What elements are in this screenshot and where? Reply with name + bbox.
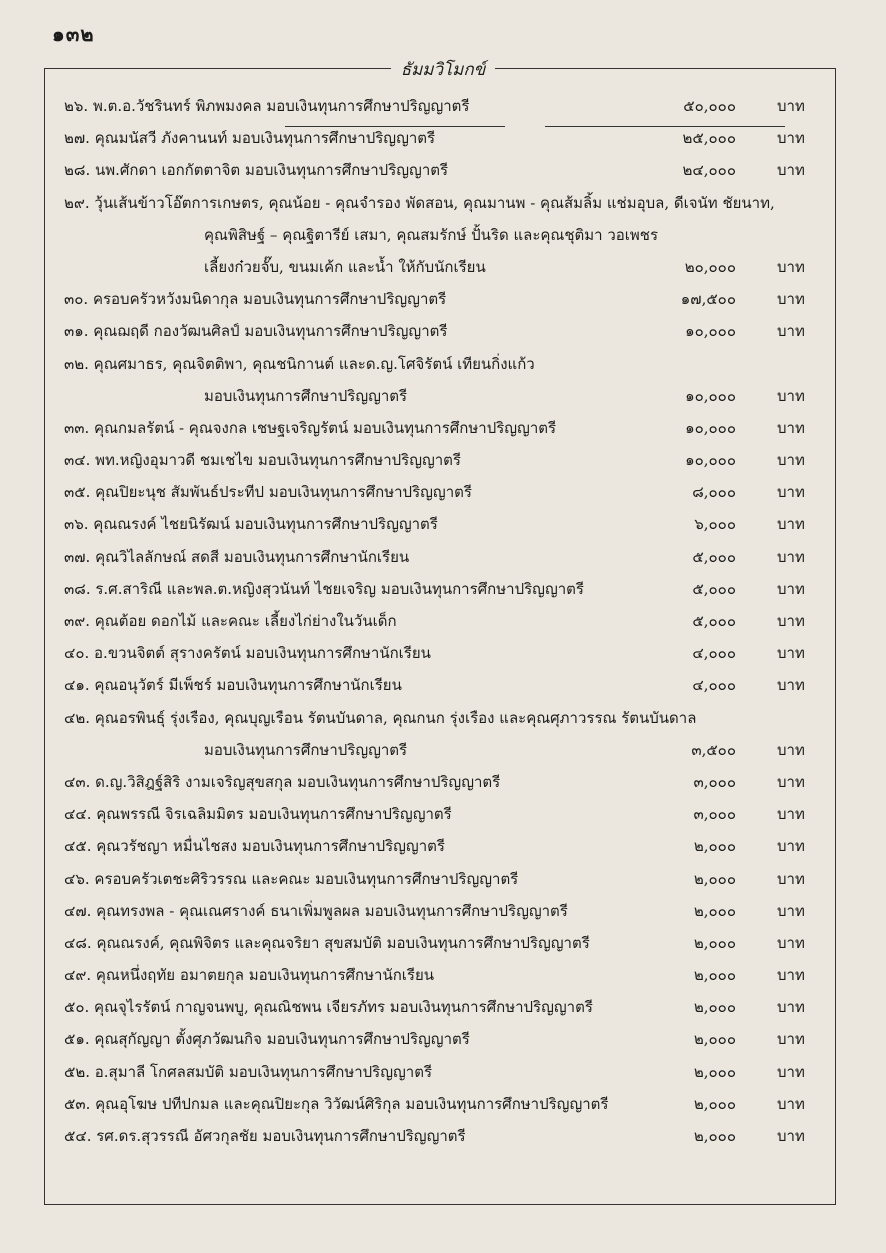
entry-line [64, 187, 824, 219]
entry-text: ๓๖. คุณณรงค์ ไชยนิรัฒน์ มอบเงินทุนการศึกษาปริญญาตรี [64, 515, 438, 534]
entry-unit: บาท [777, 97, 805, 115]
entry-amount: ๒,๐๐๐ [693, 1030, 736, 1049]
entry-text: ๒๘. นพ.ศักดา เอกกัตตาจิต มอบเงินทุนการศึกษาปริญญาตรี [64, 161, 449, 180]
donation-entry [64, 863, 824, 895]
entry-line [64, 90, 824, 122]
entry-amount: ๕,๐๐๐ [692, 547, 736, 566]
entry-line [64, 1120, 824, 1152]
entry-amount: ๘,๐๐๐ [692, 483, 736, 502]
entry-line [64, 991, 824, 1023]
donation-entry [64, 412, 824, 444]
entry-amount: ๔,๐๐๐ [692, 676, 736, 695]
entry-line [64, 637, 824, 669]
entry-line [64, 154, 824, 186]
entry-text: ๓๕. คุณปิยะนุช สัมพันธ์ประทีป มอบเงินทุนการศึกษาปริญญาตรี [64, 483, 472, 502]
entry-text: ๕๔. รศ.ดร.สุวรรณี อัศวกุลชัย มอบเงินทุนการศึกษาปริญญาตรี [64, 1127, 466, 1145]
entry-line [64, 605, 824, 637]
donation-entry [64, 283, 824, 315]
entry-text: ๓๓. คุณกมลรัตน์ - คุณจงกล เชษฐเจริญรัตน์ มอบเงินทุนการศึกษาปริญญาตรี [64, 418, 557, 437]
donation-entry [64, 90, 824, 122]
entry-line [64, 283, 824, 315]
donation-entry [64, 637, 824, 669]
entry-text: ๒๙. วุ้นเส้นข้าวโอ๊ตการเกษตร, คุณน้อย - คุณจำรอง พัดสอน, คุณมานพ - คุณส้มลิ้ม แช่มอุบล, ดีเจนัท ชัยนาท, [64, 193, 775, 212]
entry-line [64, 573, 824, 605]
entry-text: ๒๗. คุณมนัสวี ภังคานนท์ มอบเงินทุนการศึกษาปริญญาตรี [64, 129, 436, 148]
entry-text: ๔๘. คุณณรงค์, คุณพิจิตร และคุณจริยา สุขสมบัติ มอบเงินทุนการศึกษาปริญญาตรี [64, 933, 590, 952]
donation-entry [64, 1023, 824, 1055]
entry-text: ๔๐. อ.ขวนจิตต์ สุรางครัตน์ มอบเงินทุนการศึกษานักเรียน [64, 644, 431, 663]
page-number: ๑๓๒ [52, 22, 95, 46]
entry-unit: บาท [777, 322, 805, 341]
entry-unit: บาท [777, 1062, 805, 1081]
entry-amount: ๒,๐๐๐ [693, 998, 736, 1017]
entry-text: ๔๖. ครอบครัวเตชะศิริวรรณ และคณะ มอบเงินทุนการศึกษาปริญญาตรี [64, 869, 519, 888]
donation-list [64, 90, 824, 1152]
entry-amount: ๑๐,๐๐๐ [685, 386, 736, 405]
entry-line [64, 927, 824, 959]
entry-line [64, 1088, 824, 1120]
entry-unit: บาท [777, 1127, 805, 1145]
entry-continuation-line [64, 734, 824, 766]
donation-entry [64, 991, 824, 1023]
entry-unit: บาท [777, 290, 805, 309]
entry-unit: บาท [777, 386, 805, 405]
entry-line [64, 541, 824, 573]
entry-text: คุณพิสิษฐ์ – คุณฐิตารีย์ เสมา, คุณสมรักษ์ ปั้นริด และคุณชุติมา วอเพชร [204, 225, 659, 244]
entry-line [64, 315, 824, 347]
entry-amount: ๒๔,๐๐๐ [682, 161, 736, 180]
entry-amount: ๒,๐๐๐ [693, 966, 736, 985]
entry-amount: ๒,๐๐๐ [693, 869, 736, 888]
entry-unit: บาท [777, 966, 805, 985]
entry-text: ๓๗. คุณวิไลลักษณ์ สดสี มอบเงินทุนการศึกษานักเรียน [64, 547, 410, 566]
entry-continuation-line [64, 251, 824, 283]
entry-line [64, 959, 824, 991]
entry-amount: ๒,๐๐๐ [693, 1094, 736, 1113]
donation-entry [64, 702, 824, 766]
entry-text: ๔๗. คุณทรงพล - คุณเณศรางค์ ธนาเพิ่มพูลผล มอบเงินทุนการศึกษาปริญญาตรี [64, 901, 568, 920]
entry-text: ๓๑. คุณฌฤดี กองวัฒนศิลป์ มอบเงินทุนการศึกษาปริญญาตรี [64, 322, 448, 341]
entry-unit: บาท [777, 740, 805, 759]
entry-text: เลี้ยงก๋วยจั๊บ, ขนมเค้ก และน้ำ ให้กับนักเรียน [204, 257, 486, 276]
entry-amount: ๑๐,๐๐๐ [685, 451, 736, 470]
entry-unit: บาท [777, 612, 805, 630]
donation-entry [64, 541, 824, 573]
entry-unit: บาท [777, 869, 805, 888]
donation-entry [64, 508, 824, 540]
entry-text: ๓๒. คุณศมาธร, คุณจิตติพา, คุณชนิกานต์ และด.ญ.โศจิรัตน์ เทียนกิ่งแก้ว [64, 354, 535, 373]
entry-line [64, 508, 824, 540]
entry-amount: ๕๐,๐๐๐ [683, 97, 736, 115]
donation-entry [64, 895, 824, 927]
donation-entry [64, 605, 824, 637]
entry-text: ๕๐. คุณจุไรรัตน์ กาญจนพบู, คุณณิชพน เจียรภัทร มอบเงินทุนการศึกษาปริญญาตรี [64, 998, 593, 1017]
entry-unit: บาท [777, 547, 805, 566]
entry-amount: ๕,๐๐๐ [692, 612, 736, 630]
entry-line [64, 1056, 824, 1088]
donation-entry [64, 1120, 824, 1152]
entry-line [64, 895, 824, 927]
entry-amount: ๒,๐๐๐ [693, 933, 736, 952]
entry-amount: ๑๗,๕๐๐ [680, 290, 736, 309]
entry-unit: บาท [777, 1094, 805, 1113]
entry-text: ๔๔. คุณพรรณี จิรเฉลิมมิตร มอบเงินทุนการศึกษาปริญญาตรี [64, 805, 452, 824]
entry-continuation-line [64, 219, 824, 251]
entry-text: ๕๓. คุณอุโฆษ ปทีปกมล และคุณปิยะกุล วิวัฒน์ศิริกุล มอบเงินทุนการศึกษาปริญญาตรี [64, 1094, 609, 1113]
entry-line [64, 766, 824, 798]
entry-line [64, 1023, 824, 1055]
entry-line [64, 412, 824, 444]
entry-unit: บาท [777, 901, 805, 920]
entry-unit: บาท [777, 579, 805, 598]
donation-entry [64, 927, 824, 959]
entry-text: มอบเงินทุนการศึกษาปริญญาตรี [204, 386, 408, 405]
entry-text: ๓๔. พท.หญิงอุมาวดี ชมเชไข มอบเงินทุนการศึกษาปริญญาตรี [64, 451, 461, 470]
donation-entry [64, 348, 824, 412]
donation-entry [64, 798, 824, 830]
donation-entry [64, 830, 824, 862]
entry-text: ๓๙. คุณต้อย ดอกไม้ และคณะ เลี้ยงไก่ย่างในวันเด็ก [64, 612, 397, 630]
entry-amount: ๑๐,๐๐๐ [685, 418, 736, 437]
entry-unit: บาท [777, 837, 805, 856]
entry-line [64, 669, 824, 701]
entry-unit: บาท [777, 129, 805, 148]
entry-line [64, 476, 824, 508]
entry-line [64, 830, 824, 862]
donation-entry [64, 1056, 824, 1088]
entry-unit: บาท [777, 418, 805, 437]
entry-line [64, 863, 824, 895]
donation-entry [64, 444, 824, 476]
entry-text: ๔๕. คุณวรัชญา หมื่นไชสง มอบเงินทุนการศึกษาปริญญาตรี [64, 837, 445, 856]
entry-text: ๕๒. อ.สุมาลี โกศลสมบัติ มอบเงินทุนการศึกษาปริญญาตรี [64, 1062, 433, 1081]
entry-text: ๕๑. คุณสุกัญญา ตั้งศุภวัฒนกิจ มอบเงินทุนการศึกษาปริญญาตรี [64, 1030, 470, 1049]
entry-unit: บาท [777, 805, 805, 824]
donation-entry [64, 959, 824, 991]
donation-entry [64, 476, 824, 508]
entry-amount: ๖,๐๐๐ [694, 515, 736, 534]
entry-unit: บาท [777, 483, 805, 502]
entry-line [64, 798, 824, 830]
entry-amount: ๑๐,๐๐๐ [685, 322, 736, 341]
entry-amount: ๓,๐๐๐ [693, 805, 736, 824]
donation-entry [64, 187, 824, 284]
entry-amount: ๒๕,๐๐๐ [682, 129, 736, 148]
entry-amount: ๕,๐๐๐ [692, 579, 736, 598]
entry-unit: บาท [777, 644, 805, 663]
entry-unit: บาท [777, 515, 805, 534]
entry-amount: ๒๐,๐๐๐ [684, 257, 736, 276]
section-title: ธัมมวิโมกข์ [391, 60, 496, 80]
donation-entry [64, 669, 824, 701]
entry-text: ๔๓. ด.ญ.วิสิฎฐ์สิริ งามเจริญสุขสกุล มอบเงินทุนการศึกษาปริญญาตรี [64, 772, 501, 791]
entry-unit: บาท [777, 998, 805, 1017]
entry-amount: ๔,๐๐๐ [692, 644, 736, 663]
donation-entry [64, 122, 824, 154]
entry-unit: บาท [777, 772, 805, 791]
donation-entry [64, 573, 824, 605]
entry-amount: ๒,๐๐๐ [693, 901, 736, 920]
entry-text: ๔๑. คุณอนุวัตร์ มีเพ็ชร์ มอบเงินทุนการศึกษานักเรียน [64, 676, 402, 695]
entry-continuation-line [64, 380, 824, 412]
entry-line [64, 702, 824, 734]
entry-text: ๓๐. ครอบครัวหวังมนิดากุล มอบเงินทุนการศึกษาปริญญาตรี [64, 290, 447, 309]
entry-unit: บาท [777, 1030, 805, 1049]
entry-text: ๔๒. คุณอรพินธุ์ รุ่งเรือง, คุณบุญเรือน รัตนบันดาล, คุณกนก รุ่งเรือง และคุณศุภาวรรณ รัตนบันดาล [64, 708, 697, 727]
entry-text: ๒๖. พ.ต.อ.วัชรินทร์ พิภพมงคล มอบเงินทุนการศึกษาปริญญาตรี [64, 97, 470, 115]
entry-unit: บาท [777, 676, 805, 695]
donation-entry [64, 1088, 824, 1120]
entry-line [64, 444, 824, 476]
entry-text: ๔๙. คุณหนึ่งฤทัย อมาตยกุล มอบเงินทุนการศึกษานักเรียน [64, 966, 435, 985]
entry-amount: ๒,๐๐๐ [693, 1127, 736, 1145]
entry-unit: บาท [777, 451, 805, 470]
entry-amount: ๓,๐๐๐ [693, 772, 736, 791]
entry-amount: ๓,๕๐๐ [691, 740, 736, 759]
donation-entry [64, 154, 824, 186]
entry-text: ๓๘. ร.ศ.สาริณี และพล.ต.หญิงสุวนันท์ ไชยเจริญ มอบเงินทุนการศึกษาปริญญาตรี [64, 579, 584, 598]
entry-amount: ๒,๐๐๐ [693, 837, 736, 856]
entry-unit: บาท [777, 257, 805, 276]
entry-amount: ๒,๐๐๐ [693, 1062, 736, 1081]
entry-line [64, 348, 824, 380]
entry-unit: บาท [777, 161, 805, 180]
donation-entry [64, 766, 824, 798]
entry-text: มอบเงินทุนการศึกษาปริญญาตรี [204, 740, 408, 759]
entry-unit: บาท [777, 933, 805, 952]
entry-line [64, 122, 824, 154]
section-title-wrap [0, 56, 886, 83]
donation-entry [64, 315, 824, 347]
